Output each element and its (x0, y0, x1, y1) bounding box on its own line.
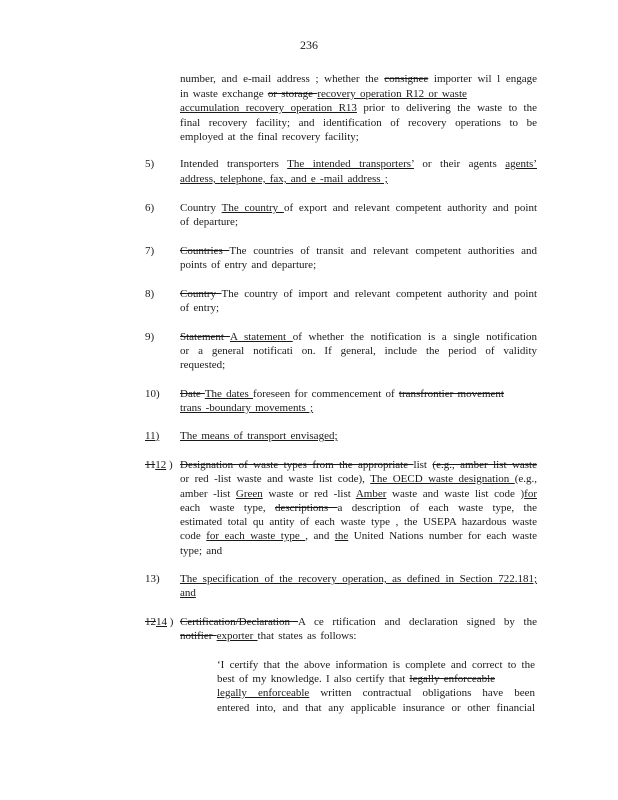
quote-line-4: entered into, and that any applicable insurance or other financial (217, 702, 535, 714)
item-5-line-2: address, telephone, fax, and e -mail address ; (180, 173, 388, 185)
item-number: 7) (145, 245, 155, 257)
intro-line-1: number, and e-mail address ; whether the consignee importer wil l engage (180, 73, 537, 85)
intro-line-5: employed at the final recovery facility; (180, 131, 359, 143)
item-number: 8) (145, 288, 155, 300)
item-number: 1112 ) (145, 459, 173, 471)
intro-line-3: accumulation recovery operation R13 prior to delivering the waste to the (180, 102, 537, 114)
item-number: 1214 ) (145, 616, 174, 628)
item-12-line-1: Designation of waste types from the appropriate list (e.g., amber list waste (180, 459, 537, 471)
item-number: 10) (145, 388, 160, 400)
quote-line-1: ‘I certify that the above information is complete and correct to the (217, 659, 535, 671)
item-14-line-2: notifier exporter that states as follows: (180, 630, 357, 642)
item-number: 13) (145, 573, 160, 585)
item-number: 6) (145, 202, 155, 214)
quote-line-2: best of my knowledge. I also certify that legally enforceable (217, 673, 496, 685)
intro-line-4: final recovery facility; and identification of recovery operations to be (180, 117, 537, 129)
item-12-line-6: code for each waste type , and the United Nations number for each waste (180, 530, 538, 542)
item-12-line-3: amber -list Green waste or red -list Amber waste and waste list code )for (180, 488, 537, 500)
item-7-line-1: Countries The countries of transit and relevant competent authorities and (180, 245, 538, 257)
item-8-line-2: of entry; (180, 302, 220, 314)
item-8-line-1: Country The country of import and relevant competent authority and point (180, 288, 538, 300)
item-13-line-1: The specification of the recovery operation, as defined in Section 722.181; (180, 573, 537, 585)
item-9-line-1: Statement A statement of whether the notification is a single notification (180, 331, 537, 343)
intro-line-2: in waste exchange or storage recovery operation R12 or waste (180, 88, 467, 100)
quote-line-3: legally enforceable written contractual obligations have been (217, 687, 536, 699)
item-12-line-4: each waste type, descriptions a description of each waste type, the (180, 502, 537, 514)
item-13-line-2: and (180, 587, 196, 599)
item-14-line-1: Certification/Declaration A ce rtification and declaration signed by the (180, 616, 537, 628)
item-10-line-1: Date The dates foreseen for commencement of transfrontier movement (180, 388, 504, 400)
item-9-line-3: requested; (180, 359, 226, 371)
item-9-line-2: or a general notificati on. If general, include the period of validity (180, 345, 537, 357)
item-5-line-1: Intended transporters The intended transporters’ or their agents agents’ (180, 158, 537, 170)
item-12-line-2: or red -list waste and waste list code), The OECD waste designation (e.g., (180, 473, 537, 485)
item-11-line-1: The means of transport envisaged; (180, 430, 338, 442)
page-number: 236 (300, 38, 318, 52)
item-number: 5) (145, 158, 155, 170)
item-7-line-2: points of entry and departure; (180, 259, 317, 271)
item-6-line-1: Country The country of export and relevant competent authority and point (180, 202, 538, 214)
item-number: 9) (145, 331, 155, 343)
item-number: 11) (145, 430, 160, 442)
item-12-line-5: estimated total qu antity of each waste type , the USEPA hazardous waste (180, 516, 537, 528)
item-6-line-2: of departure; (180, 216, 238, 228)
item-10-line-2: trans -boundary movements ; (180, 402, 314, 414)
item-12-line-7: type; and (180, 545, 223, 557)
